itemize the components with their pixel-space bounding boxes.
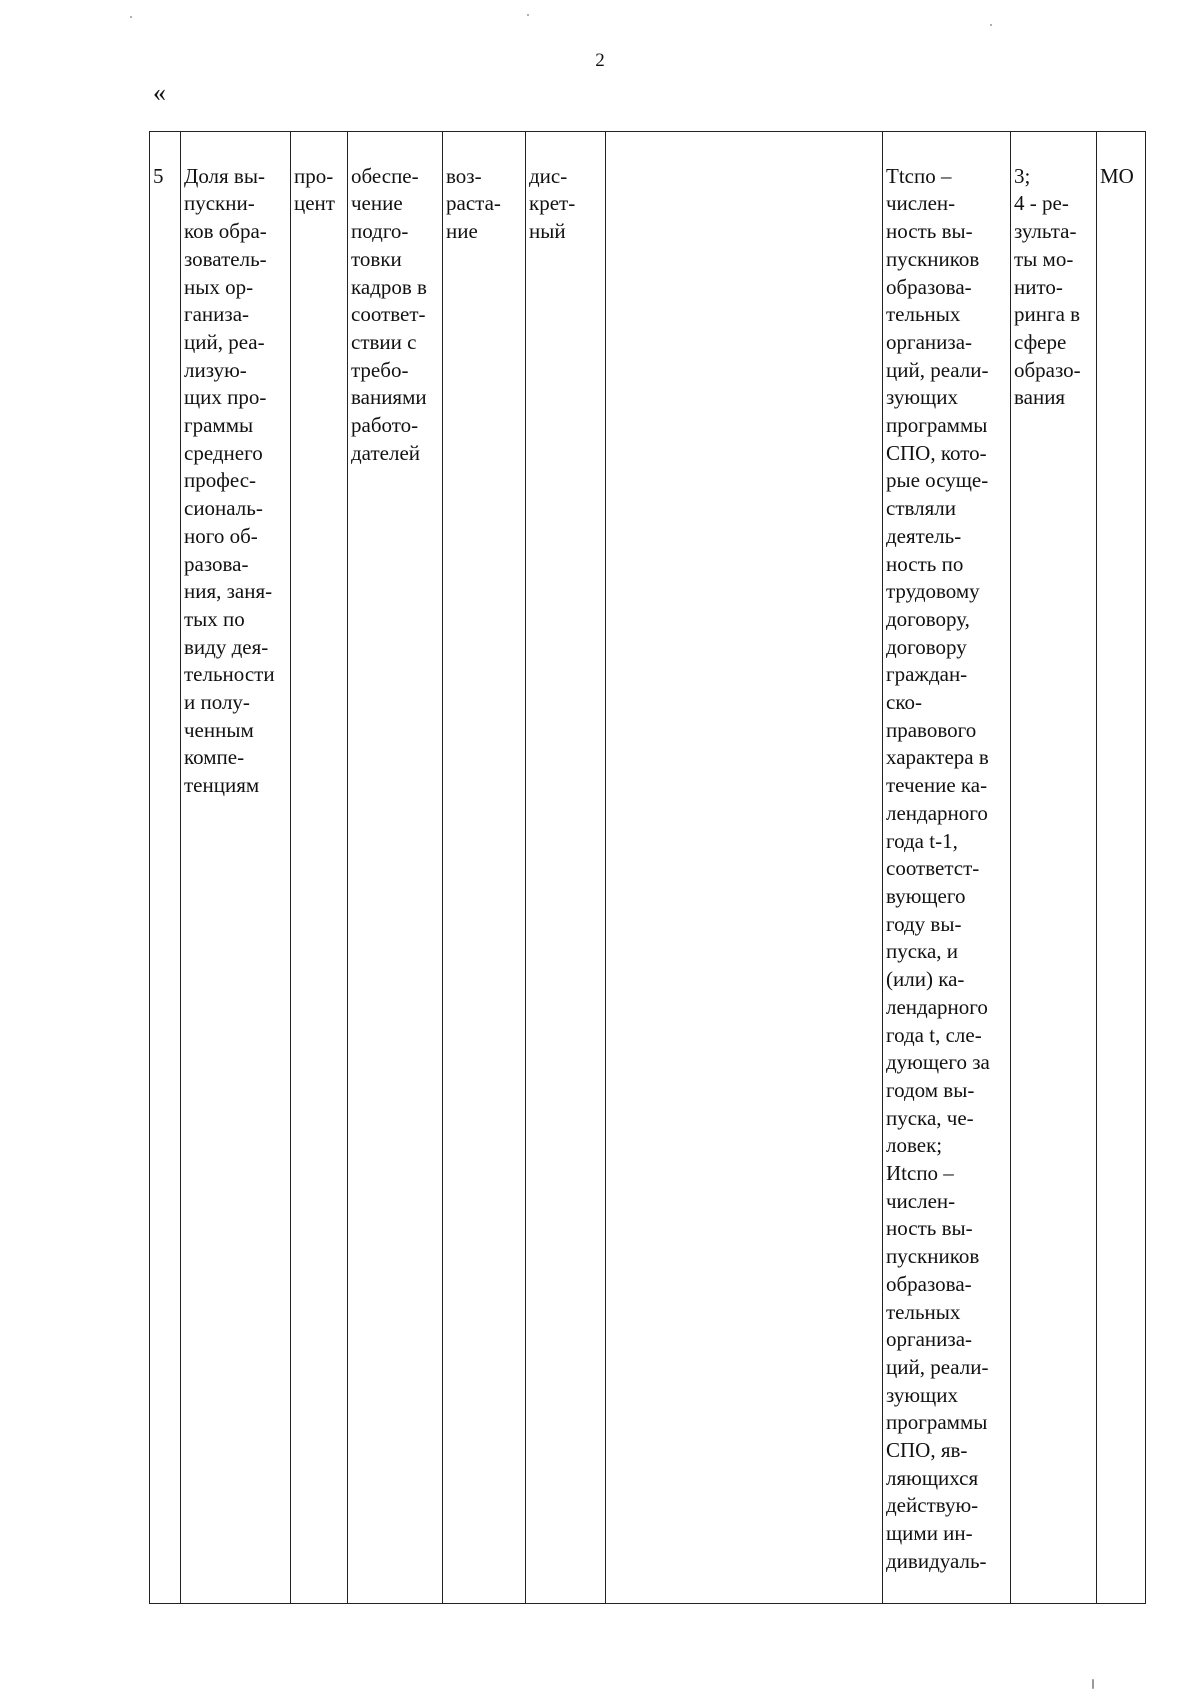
responsible-cell — [1097, 132, 1146, 1604]
indicator-table — [149, 131, 1146, 1604]
formula-cell — [606, 132, 883, 1604]
scan-speck — [990, 24, 992, 26]
scan-speck — [527, 14, 529, 16]
source-cell — [1011, 132, 1097, 1604]
row-number: 5 — [153, 163, 164, 188]
goal-cell — [348, 132, 443, 1604]
row-number-cell — [150, 132, 181, 1604]
indicator-trend: воз- раста- ние — [446, 163, 501, 244]
indicator-goal: обеспе- чение подго- товки кадров в соответ- ствии с требо- ваниями работо- дателей — [351, 163, 427, 465]
variables-cell — [883, 132, 1011, 1604]
indicator-type: дис- крет- ный — [529, 163, 576, 244]
unit-of-measure: про- цент — [294, 163, 335, 216]
scan-speck — [1092, 1679, 1094, 1689]
scan-speck — [130, 16, 132, 18]
page-number: 2 — [595, 50, 605, 71]
responsible-party: МО — [1100, 163, 1134, 188]
variables-description: Ttспо – числен- ность вы- пускников образова- тельных организа- ций, реали- зующих программы СПО, кото- рые осуще- ствляли деятель- ность по трудовому договору, договору граждан- ско- правового характера в течение ка- лендарного года t-1, соответст- вующего году вы- пуска, и (или) ка- лендарного года t, сле- дующего за годом вы- пуска, че- ловек; Иtспо – числен- ность вы- пускников образова- тельных организа- ций, реали- зующих программы СПО, яв- ляющихся действую- щими ин- дивидуаль- — [886, 163, 990, 1573]
opening-quote-mark: « — [153, 78, 166, 107]
table-row — [150, 132, 1146, 1604]
unit-cell — [291, 132, 348, 1604]
trend-cell — [443, 132, 526, 1604]
indicator-name: Доля вы- пускни- ков обра- зователь- ных ор- ганиза- ций, реа- лизую- щих про- граммы среднего профес- сиональ- ного об- разова- ния, заня- тых по виду дея- тельности и полу- ченным компе- тенциям — [184, 163, 275, 798]
type-cell — [526, 132, 606, 1604]
indicator-name-cell — [181, 132, 291, 1604]
data-source: 3; 4 - ре- зульта- ты мо- нито- ринга в сфере образо- вания — [1014, 163, 1081, 410]
